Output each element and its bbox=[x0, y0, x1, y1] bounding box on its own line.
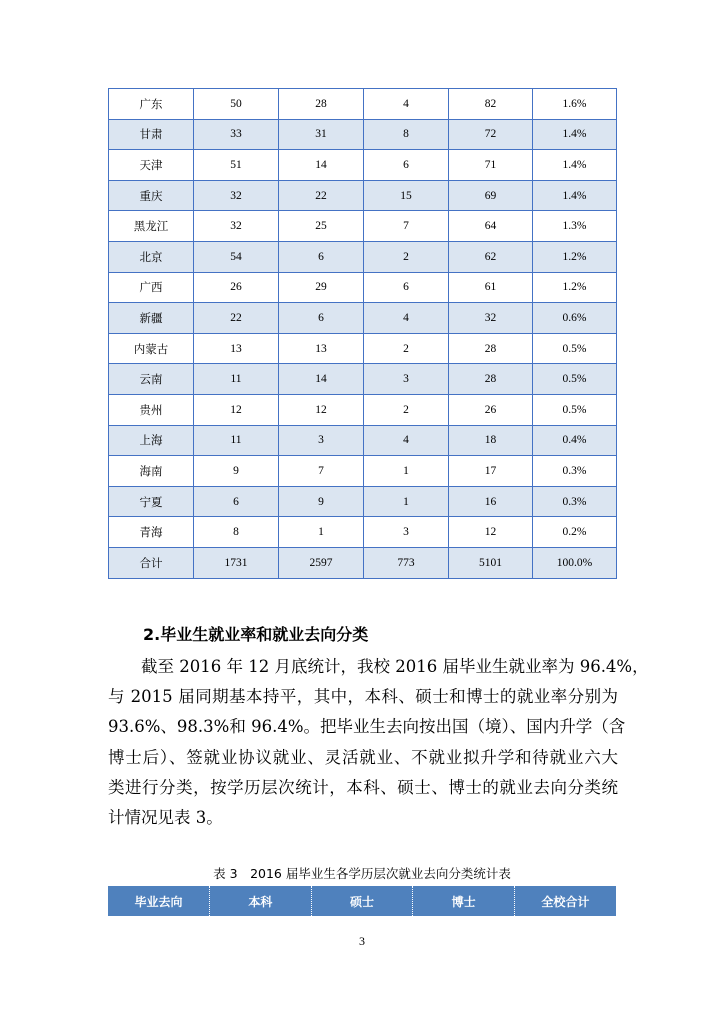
destination-table-header bbox=[108, 886, 616, 916]
table-row bbox=[109, 303, 617, 334]
column-header: 本科 bbox=[210, 886, 312, 916]
value-cell: 17 bbox=[449, 456, 533, 487]
value-cell: 6 bbox=[364, 150, 449, 181]
value-cell: 32 bbox=[194, 211, 279, 242]
value-cell: 0.4% bbox=[533, 425, 617, 456]
province-cell: 合计 bbox=[109, 547, 194, 578]
value-cell: 15 bbox=[364, 180, 449, 211]
value-cell: 3 bbox=[364, 517, 449, 548]
value-cell: 1.3% bbox=[533, 211, 617, 242]
value-cell: 54 bbox=[194, 241, 279, 272]
value-cell: 14 bbox=[279, 364, 364, 395]
value-cell: 4 bbox=[364, 303, 449, 334]
body-paragraph bbox=[108, 652, 649, 833]
paragraph-line: 截至 2016 年 12 月底统计，我校 2016 届毕业生就业率为 96.4%， bbox=[141, 657, 649, 676]
value-cell: 0.3% bbox=[533, 456, 617, 487]
province-cell: 北京 bbox=[109, 241, 194, 272]
column-header: 硕士 bbox=[311, 886, 413, 916]
province-cell: 云南 bbox=[109, 364, 194, 395]
value-cell: 0.5% bbox=[533, 364, 617, 395]
value-cell: 4 bbox=[364, 425, 449, 456]
value-cell: 26 bbox=[194, 272, 279, 303]
value-cell: 13 bbox=[279, 333, 364, 364]
column-header: 毕业去向 bbox=[108, 886, 210, 916]
table-caption: 表 3 2016 届毕业生各学历层次就业去向分类统计表 bbox=[213, 866, 511, 881]
value-cell: 8 bbox=[194, 517, 279, 548]
value-cell: 22 bbox=[194, 303, 279, 334]
value-cell: 12 bbox=[279, 394, 364, 425]
province-cell: 宁夏 bbox=[109, 486, 194, 517]
value-cell: 0.3% bbox=[533, 486, 617, 517]
paragraph-line: 类进行分类，按学历层次统计，本科、硕士、博士的就业去向分类统 bbox=[108, 777, 618, 797]
value-cell: 51 bbox=[194, 150, 279, 181]
table-row bbox=[109, 211, 617, 242]
value-cell: 82 bbox=[449, 89, 533, 120]
value-cell: 61 bbox=[449, 272, 533, 303]
paragraph-line: 93.6%、98.3%和 96.4%。把毕业生去向按出国（境）、国内升学（含 bbox=[108, 717, 626, 737]
value-cell: 16 bbox=[449, 486, 533, 517]
value-cell: 33 bbox=[194, 119, 279, 150]
value-cell: 50 bbox=[194, 89, 279, 120]
value-cell: 0.2% bbox=[533, 517, 617, 548]
value-cell: 22 bbox=[279, 180, 364, 211]
value-cell: 64 bbox=[449, 211, 533, 242]
province-cell: 贵州 bbox=[109, 394, 194, 425]
value-cell: 12 bbox=[449, 517, 533, 548]
province-cell: 甘肃 bbox=[109, 119, 194, 150]
table-row bbox=[109, 394, 617, 425]
value-cell: 1 bbox=[364, 456, 449, 487]
value-cell: 69 bbox=[449, 180, 533, 211]
value-cell: 2 bbox=[364, 333, 449, 364]
paragraph-line: 与 2015 届同期基本持平，其中，本科、硕士和博士的就业率分别为 bbox=[108, 687, 618, 707]
value-cell: 1.4% bbox=[533, 119, 617, 150]
province-cell: 重庆 bbox=[109, 180, 194, 211]
value-cell: 3 bbox=[279, 425, 364, 456]
value-cell: 11 bbox=[194, 364, 279, 395]
value-cell: 3 bbox=[364, 364, 449, 395]
province-cell: 广西 bbox=[109, 272, 194, 303]
value-cell: 100.0% bbox=[533, 547, 617, 578]
value-cell: 6 bbox=[279, 303, 364, 334]
province-cell: 天津 bbox=[109, 150, 194, 181]
province-cell: 广东 bbox=[109, 89, 194, 120]
value-cell: 1.4% bbox=[533, 150, 617, 181]
value-cell: 6 bbox=[279, 241, 364, 272]
province-cell: 海南 bbox=[109, 456, 194, 487]
value-cell: 0.6% bbox=[533, 303, 617, 334]
value-cell: 9 bbox=[279, 486, 364, 517]
value-cell: 62 bbox=[449, 241, 533, 272]
table-row bbox=[109, 119, 617, 150]
value-cell: 29 bbox=[279, 272, 364, 303]
province-cell: 内蒙古 bbox=[109, 333, 194, 364]
value-cell: 12 bbox=[194, 394, 279, 425]
value-cell: 4 bbox=[364, 89, 449, 120]
province-cell: 新疆 bbox=[109, 303, 194, 334]
province-cell: 上海 bbox=[109, 425, 194, 456]
value-cell: 1.2% bbox=[533, 272, 617, 303]
value-cell: 11 bbox=[194, 425, 279, 456]
table-row bbox=[109, 180, 617, 211]
value-cell: 7 bbox=[364, 211, 449, 242]
table-row bbox=[109, 547, 617, 578]
value-cell: 72 bbox=[449, 119, 533, 150]
value-cell: 0.5% bbox=[533, 394, 617, 425]
value-cell: 32 bbox=[449, 303, 533, 334]
table-row bbox=[109, 486, 617, 517]
table-row bbox=[109, 517, 617, 548]
table-row bbox=[109, 89, 617, 120]
page-number: 3 bbox=[359, 934, 365, 948]
value-cell: 1 bbox=[364, 486, 449, 517]
value-cell: 0.5% bbox=[533, 333, 617, 364]
value-cell: 1.4% bbox=[533, 180, 617, 211]
value-cell: 2597 bbox=[279, 547, 364, 578]
column-header: 全校合计 bbox=[514, 886, 616, 916]
value-cell: 6 bbox=[194, 486, 279, 517]
table-row bbox=[109, 150, 617, 181]
value-cell: 1 bbox=[279, 517, 364, 548]
value-cell: 25 bbox=[279, 211, 364, 242]
value-cell: 31 bbox=[279, 119, 364, 150]
value-cell: 9 bbox=[194, 456, 279, 487]
value-cell: 18 bbox=[449, 425, 533, 456]
value-cell: 32 bbox=[194, 180, 279, 211]
province-cell: 黑龙江 bbox=[109, 211, 194, 242]
table-row bbox=[109, 364, 617, 395]
value-cell: 1.2% bbox=[533, 241, 617, 272]
value-cell: 2 bbox=[364, 241, 449, 272]
province-employment-table bbox=[108, 88, 617, 579]
table-row bbox=[109, 333, 617, 364]
section-heading: 2.毕业生就业率和就业去向分类 bbox=[143, 625, 369, 644]
value-cell: 1731 bbox=[194, 547, 279, 578]
table-row bbox=[109, 272, 617, 303]
value-cell: 26 bbox=[449, 394, 533, 425]
value-cell: 13 bbox=[194, 333, 279, 364]
table-row bbox=[109, 241, 617, 272]
paragraph-line: 博士后）、签就业协议就业、灵活就业、不就业拟升学和待就业六大 bbox=[108, 747, 618, 767]
value-cell: 71 bbox=[449, 150, 533, 181]
value-cell: 28 bbox=[449, 333, 533, 364]
value-cell: 7 bbox=[279, 456, 364, 487]
table-row bbox=[109, 456, 617, 487]
province-cell: 青海 bbox=[109, 517, 194, 548]
value-cell: 1.6% bbox=[533, 89, 617, 120]
value-cell: 14 bbox=[279, 150, 364, 181]
value-cell: 28 bbox=[449, 364, 533, 395]
value-cell: 5101 bbox=[449, 547, 533, 578]
value-cell: 773 bbox=[364, 547, 449, 578]
paragraph-line: 计情况见表 3。 bbox=[108, 808, 223, 828]
value-cell: 28 bbox=[279, 89, 364, 120]
value-cell: 8 bbox=[364, 119, 449, 150]
column-header: 博士 bbox=[413, 886, 515, 916]
value-cell: 2 bbox=[364, 394, 449, 425]
table-row bbox=[109, 425, 617, 456]
value-cell: 6 bbox=[364, 272, 449, 303]
